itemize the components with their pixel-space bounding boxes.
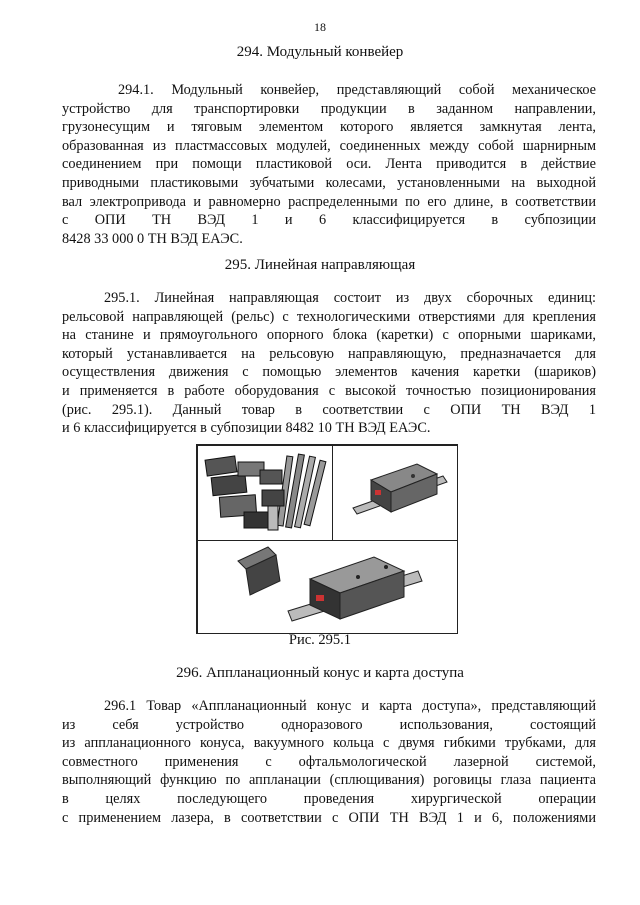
text-line: рельсовой направляющей (рельс) с технологическими отверстиями для крепления [62, 308, 596, 325]
text-line: и 6 классифицируется в субпозиции 8482 10 ТН ВЭД ЕАЭС. [62, 420, 431, 437]
section-296-heading: 296. Аппланационный конус и карта доступа [176, 665, 464, 681]
text-line: который устанавливается на рельсовую направляющую, предназначается для [62, 345, 596, 362]
section-294-heading: 294. Модульный конвейер [236, 44, 404, 60]
text-line: образованная из пластмассовых модулей, соединенных между собой шарнирным [62, 137, 596, 154]
text-line: с применением лазера, в соответствии с ОПИ ТН ВЭД 1 и 6, положениями [62, 809, 596, 826]
page-number: 18 [314, 20, 326, 34]
text-line: совместного применения с офтальмологической лазерной системой, [62, 753, 596, 770]
rails-and-carriages-image [197, 445, 333, 541]
text-line: 296.1 Товар «Аппланационный конус и карта доступа», представляющий [104, 698, 596, 714]
text-line: в целях последующего проведения хирургической операции [62, 790, 596, 807]
text-line: 295.1. Линейная направляющая состоит из двух сборочных единиц: [104, 290, 596, 306]
section-296-paragraph [62, 697, 596, 827]
section-294-paragraph [62, 81, 596, 248]
text-line: (рис. 295.1). Данный товар в соответствии с ОПИ ТН ВЭД 1 [62, 401, 596, 418]
carriage-closeup-image [197, 540, 458, 634]
figure-295-1 [196, 444, 458, 634]
text-line: и применяется в работе оборудования с высокой точностью позиционирования [62, 382, 596, 399]
text-line: на станине и прямоугольного опорного блока (каретки) с опорными шариками, [62, 327, 596, 344]
text-line: из себя устройство одноразового использования, состоящий [62, 716, 596, 733]
carriage-on-rail-image [332, 445, 458, 541]
text-line: осуществления движения с помощью элементов качения каретки (шариков) [62, 364, 596, 381]
text-line: с ОПИ ТН ВЭД 1 и 6 классифицируется в субпозиции [62, 212, 596, 229]
text-line: 294.1. Модульный конвейер, представляющий собой механическое [118, 82, 596, 98]
text-line: приводными пластиковыми зубчатыми колесами, установленными на выходной [62, 174, 596, 191]
section-295-heading: 295. Линейная направляющая [224, 257, 416, 273]
text-line: из аппланационного конуса, вакуумного кольца с двумя гибкими трубками, для [62, 735, 596, 752]
text-line: выполняющий функцию по аппланации (сплющивания) роговицы глаза пациента [62, 772, 596, 789]
text-line: вал электропривода и равномерно распределенными по его длине, в соответствии [62, 193, 596, 210]
section-295-paragraph [62, 289, 596, 438]
text-line: соединением при помощи пластиковой оси. Лента приводится в действие [62, 156, 596, 173]
text-line: грузонесущим и тяговым элементом которого является замкнутая лента, [62, 119, 596, 136]
text-line: устройство для транспортировки продукции в заданном направлении, [62, 100, 596, 117]
text-line: 8428 33 000 0 ТН ВЭД ЕАЭС. [62, 230, 243, 247]
figure-caption: Рис. 295.1 [288, 632, 352, 648]
